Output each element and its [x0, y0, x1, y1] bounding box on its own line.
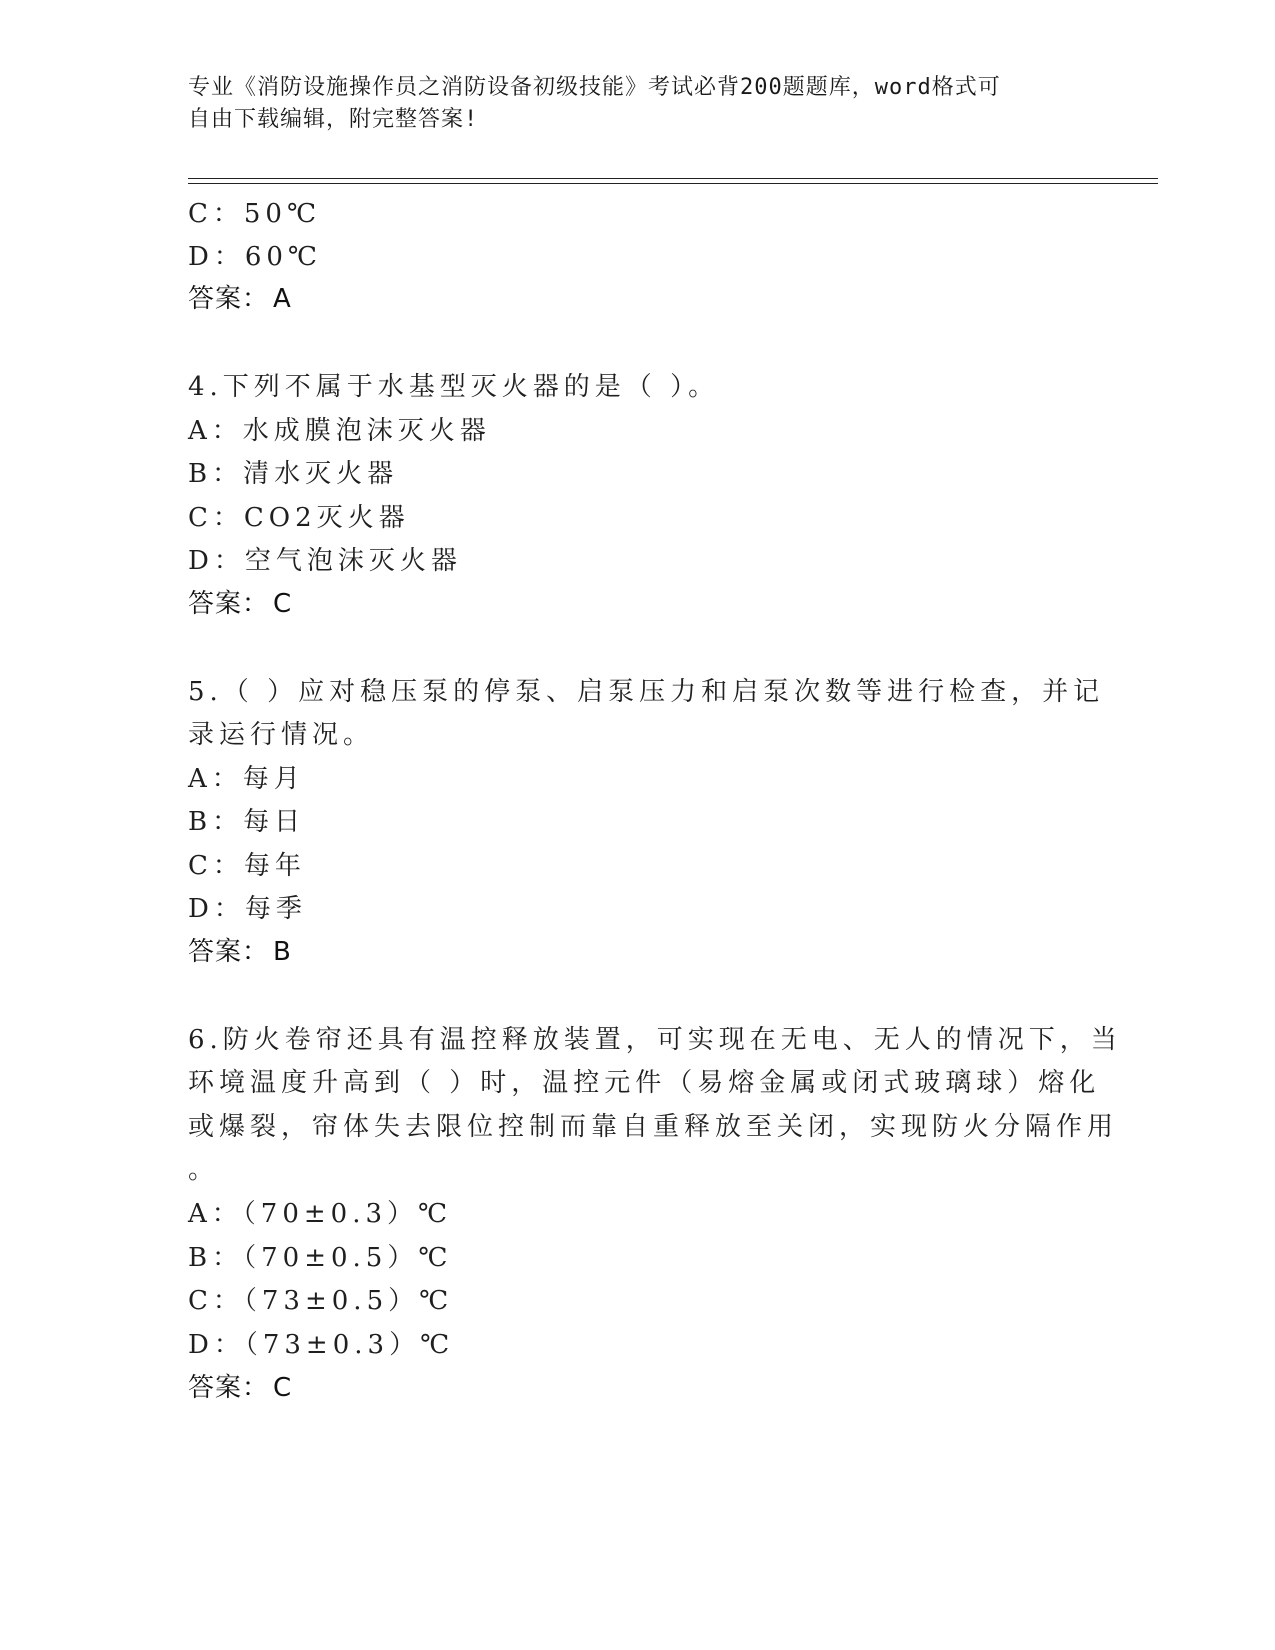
answer-label: 答案： [188, 284, 270, 314]
question-4-answer [188, 583, 292, 620]
answer-value: B [273, 937, 292, 967]
question-5-answer [188, 931, 292, 968]
question-5-option-b: B：每日 [188, 807, 306, 837]
question-4-option-d: D：空气泡沫灭火器 [188, 546, 462, 576]
question-5-option-d: D：每季 [188, 894, 307, 924]
answer-label: 答案： [188, 937, 270, 967]
question-5-option-a: A：每月 [188, 764, 305, 794]
question-4-option-b: B：清水灭火器 [188, 459, 399, 489]
question-6-answer [188, 1367, 292, 1404]
header-line-1: 专业《消防设施操作员之消防设备初级技能》考试必背200题题库，word格式可 [188, 75, 1001, 100]
header-rule-bottom [188, 183, 1158, 184]
header-line-2: 自由下载编辑，附完整答案! [188, 107, 479, 132]
question-5-text-line-2: 录运行情况。 [188, 720, 375, 750]
answer-label: 答案： [188, 589, 270, 619]
question-6-option-b: B：（70±0.5）℃ [188, 1243, 453, 1273]
question-5-option-c: C：每年 [188, 851, 306, 881]
option-d: D：60℃ [188, 242, 323, 272]
question-6-text-line-3: 或爆裂，帘体失去限位控制而靠自重释放至关闭，实现防火分隔作用 [188, 1112, 1119, 1142]
answer-value: C [273, 589, 293, 619]
question-6-text-line-4: 。 [188, 1155, 220, 1185]
question-4-option-a: A：水成膜泡沫灭火器 [188, 416, 491, 446]
answer-line [188, 278, 292, 315]
answer-value: C [273, 1373, 293, 1403]
header-rule-top [188, 178, 1158, 179]
question-6-option-a: A：（70±0.3）℃ [188, 1199, 453, 1229]
question-4-option-c: C：CO2灭火器 [188, 503, 410, 533]
answer-label: 答案： [188, 1373, 270, 1403]
question-5-text-line-1: 5.（ ）应对稳压泵的停泵、启泵压力和启泵次数等进行检查，并记 [188, 677, 1105, 707]
question-6-option-d: D：（73±0.3）℃ [188, 1330, 455, 1360]
question-6-option-c: C：（73±0.5）℃ [188, 1286, 454, 1316]
question-6-text-line-1: 6.防火卷帘还具有温控释放装置，可实现在无电、无人的情况下，当 [188, 1025, 1122, 1055]
question-4-text: 4.下列不属于水基型灭火器的是（ ）。 [188, 372, 720, 402]
question-6-text-line-2: 环境温度升高到（ ）时，温控元件（易熔金属或闭式玻璃球）熔化 [188, 1068, 1101, 1098]
option-c: C：50℃ [188, 199, 322, 229]
answer-value: A [273, 284, 292, 314]
document-header [188, 72, 1068, 136]
